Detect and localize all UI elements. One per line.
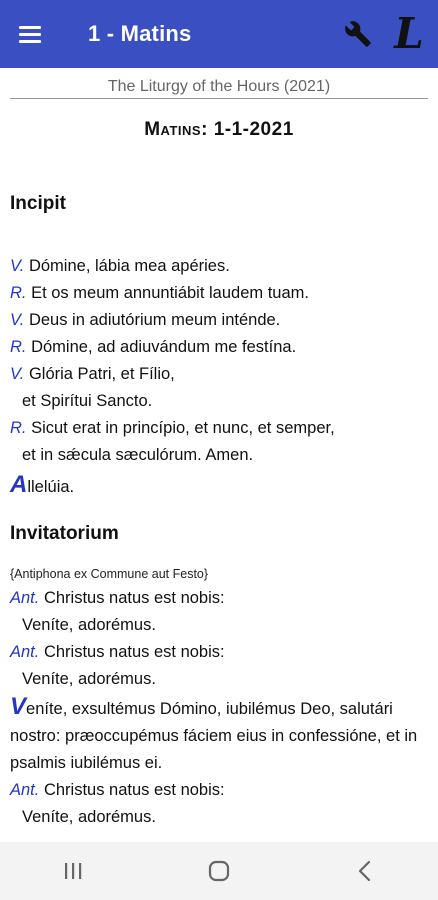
alleluia-initial: A bbox=[10, 471, 28, 498]
book-title: The Liturgy of the Hours (2021) bbox=[10, 78, 428, 99]
psalm-initial: V bbox=[10, 693, 27, 720]
app-logo-icon[interactable] bbox=[380, 0, 438, 68]
antiphon-text: Christus natus est nobis: bbox=[39, 589, 225, 607]
psalm-text: eníte, exsultémus Dómino, iubilémus Deo, salutári nostro: præoccupémus fáciem eius in confessióne, et in psalmis iubilémus ei. bbox=[10, 700, 418, 772]
alleluia-text: llelúia. bbox=[27, 478, 75, 496]
office-title bbox=[0, 119, 438, 141]
antiphon-marker: Ant. bbox=[10, 643, 40, 661]
section-heading-invitatorium: Invitatorium bbox=[10, 523, 119, 544]
hamburger-menu-icon[interactable] bbox=[0, 0, 60, 68]
antiphon-text: Christus natus est nobis: bbox=[39, 643, 225, 661]
antiphon-marker: Ant. bbox=[10, 781, 40, 799]
logo-letter: L bbox=[394, 9, 424, 58]
antiphon-text: Veníte, adorémus. bbox=[22, 808, 156, 826]
versicle-marker: V. bbox=[10, 311, 25, 329]
verse-text: Dómine, ad adiuvándum me festína. bbox=[26, 338, 297, 356]
verse-line bbox=[10, 442, 428, 469]
wrench-icon[interactable] bbox=[336, 0, 380, 68]
verse-line bbox=[10, 334, 428, 361]
verse-text: Deus in adiutórium meum inténde. bbox=[24, 311, 281, 329]
antiphon-marker: Ant. bbox=[10, 589, 40, 607]
antiphon-text: Veníte, adorémus. bbox=[22, 616, 156, 634]
home-icon[interactable] bbox=[189, 842, 249, 900]
response-marker: R. bbox=[10, 284, 27, 302]
verse-text: et Spirítui Sancto. bbox=[22, 392, 153, 410]
back-icon[interactable] bbox=[335, 842, 395, 900]
antiphon-line bbox=[10, 777, 428, 804]
verse-text: Glória Patri, et Fílio, bbox=[24, 365, 175, 383]
verse-line bbox=[10, 361, 428, 388]
antiphon-line bbox=[10, 639, 428, 666]
verse-line bbox=[10, 280, 428, 307]
office-title-date: : 1-1-2021 bbox=[201, 119, 294, 140]
rubric: {Antiphona ex Commune aut Festo} bbox=[10, 567, 209, 581]
alleluia-line bbox=[10, 469, 428, 503]
verse-line bbox=[10, 253, 428, 280]
versicle-marker: V. bbox=[10, 257, 25, 275]
response-marker: R. bbox=[10, 419, 27, 437]
verse-line bbox=[10, 307, 428, 334]
app-bar bbox=[0, 0, 438, 68]
verse-text: et in sǽcula sæculórum. Amen. bbox=[22, 446, 254, 464]
office-title-word: Matins bbox=[144, 119, 202, 140]
verse-text: Sicut erat in princípio, et nunc, et semper, bbox=[26, 419, 335, 437]
versicle-marker: V. bbox=[10, 365, 25, 383]
antiphon-line bbox=[10, 804, 428, 831]
psalm-paragraph bbox=[10, 693, 428, 777]
verse-line bbox=[10, 415, 428, 442]
recent-apps-icon[interactable] bbox=[43, 842, 103, 900]
office-content[interactable] bbox=[0, 68, 438, 842]
response-marker: R. bbox=[10, 338, 27, 356]
antiphon-line bbox=[10, 666, 428, 693]
section-heading-incipit: Incipit bbox=[10, 193, 66, 214]
antiphon-line bbox=[10, 612, 428, 639]
antiphon-text: Veníte, adorémus. bbox=[22, 670, 156, 688]
antiphon-line bbox=[10, 585, 428, 612]
page-title: 1 - Matins bbox=[88, 21, 192, 46]
system-nav-bar bbox=[0, 842, 438, 900]
verse-text: Et os meum annuntiábit laudem tuam. bbox=[26, 284, 309, 302]
verse-text: Dómine, lábia mea apéries. bbox=[24, 257, 230, 275]
verse-line bbox=[10, 388, 428, 415]
antiphon-text: Christus natus est nobis: bbox=[39, 781, 225, 799]
